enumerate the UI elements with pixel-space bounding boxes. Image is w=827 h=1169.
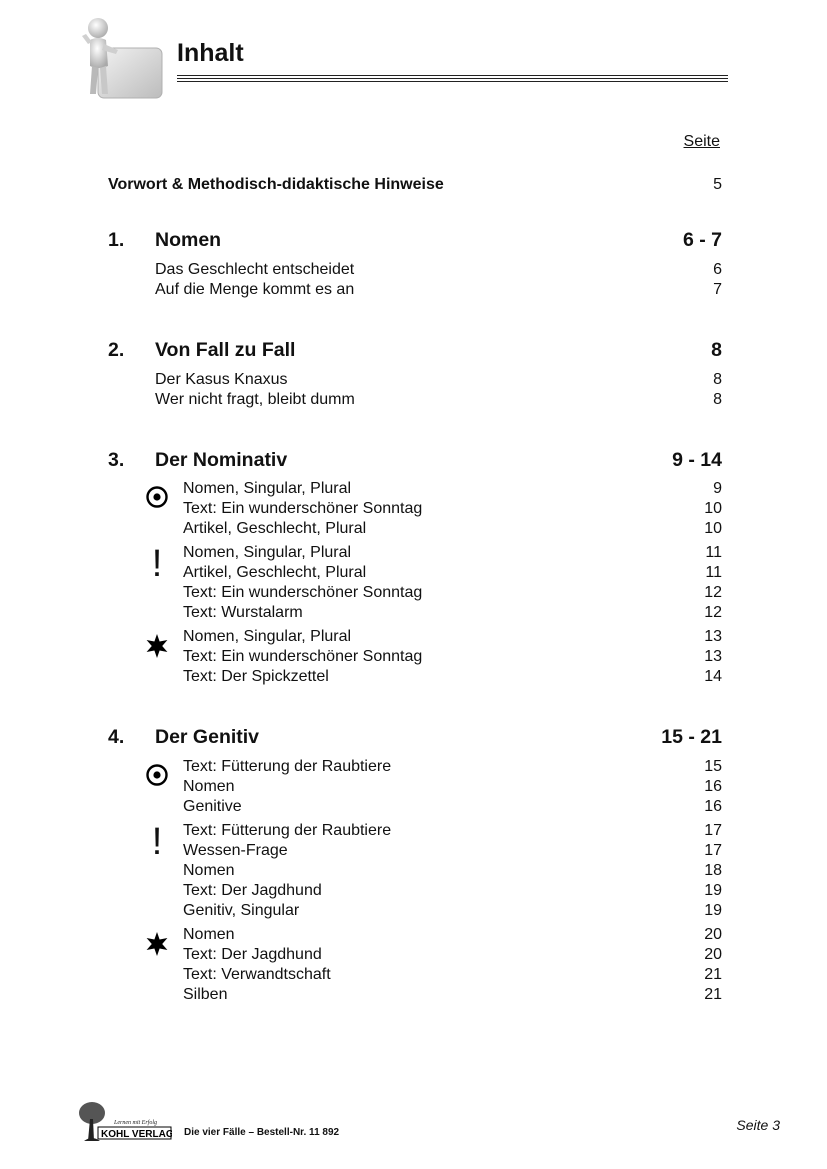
target-icon (144, 485, 170, 514)
chapter-pages: 9 - 14 (672, 449, 722, 471)
toc-entry-page: 7 (713, 281, 722, 298)
toc-entry-page: 16 (704, 778, 722, 795)
toc-entry-page: 14 (704, 668, 722, 685)
title-rule (177, 81, 728, 82)
logo-name: KOHL VERLAG (101, 1129, 172, 1140)
toc-entry-label: Text: Der Spickzettel (183, 668, 329, 685)
toc-entry-label: Silben (183, 986, 228, 1003)
star-icon (144, 634, 170, 663)
toc-entry-page: 19 (704, 882, 722, 899)
page-column-header: Seite (683, 133, 720, 150)
toc-entry-label: Text: Fütterung der Raubtiere (183, 822, 392, 839)
toc-entry-page: 13 (704, 628, 722, 645)
toc-entry-label: Nomen (183, 926, 235, 943)
toc-entry-page: 6 (713, 261, 722, 278)
toc-entry-page: 8 (713, 371, 722, 388)
toc-entry-label: Nomen (183, 778, 235, 795)
chapter-title: Nomen (155, 229, 222, 251)
logo-tagline: Lernen mit Erfolg (114, 1120, 157, 1126)
target-icon (144, 763, 170, 792)
toc-entry-page: 17 (704, 822, 722, 839)
toc-entry-page: 11 (705, 564, 722, 581)
page-title: Inhalt (177, 39, 244, 67)
exclamation-icon: ! (151, 821, 163, 863)
toc-entry-label: Das Geschlecht entscheidet (155, 261, 355, 278)
toc-entry-label: Text: Ein wunderschöner Sonntag (183, 500, 423, 517)
toc-entry-page: 10 (704, 520, 722, 537)
toc-entry-label: Wessen-Frage (183, 842, 288, 859)
footer-product-info: Die vier Fälle – Bestell-Nr. 11 892 (184, 1127, 340, 1138)
toc-entry-page: 5 (713, 176, 722, 193)
toc-entry-page: 11 (705, 544, 722, 561)
toc-entry-label: Artikel, Geschlecht, Plural (183, 520, 367, 537)
chapter-title: Von Fall zu Fall (155, 339, 296, 361)
chapter-title: Der Genitiv (155, 726, 260, 748)
toc-entry-page: 10 (704, 500, 722, 517)
toc-entry-label: Nomen (183, 862, 235, 879)
toc-entry-page: 21 (704, 986, 722, 1003)
mascot-sign-illustration (78, 14, 168, 102)
toc-entry-label: Nomen, Singular, Plural (183, 480, 352, 497)
toc-entry-page: 20 (704, 946, 722, 963)
toc-entry-label: Nomen, Singular, Plural (183, 628, 352, 645)
chapter-number: 3. (108, 449, 125, 471)
toc-entry-label: Text: Wurstalarm (183, 604, 303, 621)
chapter-pages: 15 - 21 (661, 726, 722, 748)
toc-entry-page: 18 (704, 862, 722, 879)
footer-page-number: Seite 3 (736, 1117, 780, 1133)
toc-entry-label: Text: Ein wunderschöner Sonntag (183, 648, 423, 665)
chapter-title: Der Nominativ (155, 449, 288, 471)
toc-entry-page: 13 (704, 648, 722, 665)
title-rule (177, 78, 728, 79)
toc-entry-page: 20 (704, 926, 722, 943)
toc-entry-label: Text: Der Jagdhund (183, 946, 322, 963)
chapter-number: 1. (108, 229, 125, 251)
toc-entry-page: 17 (704, 842, 722, 859)
toc-entry-label: Text: Verwandtschaft (183, 966, 331, 983)
chapter-pages: 8 (711, 339, 722, 361)
chapter-pages: 6 - 7 (682, 229, 722, 251)
toc-entry-page: 19 (704, 902, 722, 919)
publisher-logo (78, 1101, 172, 1145)
exclamation-icon: ! (151, 543, 163, 585)
toc-entry-label: Artikel, Geschlecht, Plural (183, 564, 367, 581)
toc-entry-label: Text: Der Jagdhund (183, 882, 322, 899)
toc-entry-page: 15 (704, 758, 722, 775)
toc-entry-label: Nomen, Singular, Plural (183, 544, 352, 561)
toc-entry-label: Genitiv, Singular (183, 902, 300, 919)
toc-entry-page: 9 (713, 480, 722, 497)
toc-entry-label: Genitive (183, 798, 242, 815)
chapter-number: 2. (108, 339, 125, 361)
toc-entry-label: Wer nicht fragt, bleibt dumm (155, 391, 355, 408)
star-icon (144, 932, 170, 961)
toc-entry-label: Der Kasus Knaxus (155, 371, 288, 388)
toc-entry-label: Vorwort & Methodisch-didaktische Hinweise (108, 176, 444, 193)
toc-entry-page: 21 (704, 966, 722, 983)
toc-entry-page: 16 (704, 798, 722, 815)
toc-entry-page: 12 (704, 584, 722, 601)
toc-entry-label: Text: Fütterung der Raubtiere (183, 758, 392, 775)
toc-entry-page: 8 (713, 391, 722, 408)
chapter-number: 4. (108, 726, 125, 748)
toc-entry-label: Text: Ein wunderschöner Sonntag (183, 584, 423, 601)
title-rule (177, 75, 728, 76)
toc-entry-page: 12 (704, 604, 722, 621)
toc-entry-label: Auf die Menge kommt es an (155, 281, 355, 298)
